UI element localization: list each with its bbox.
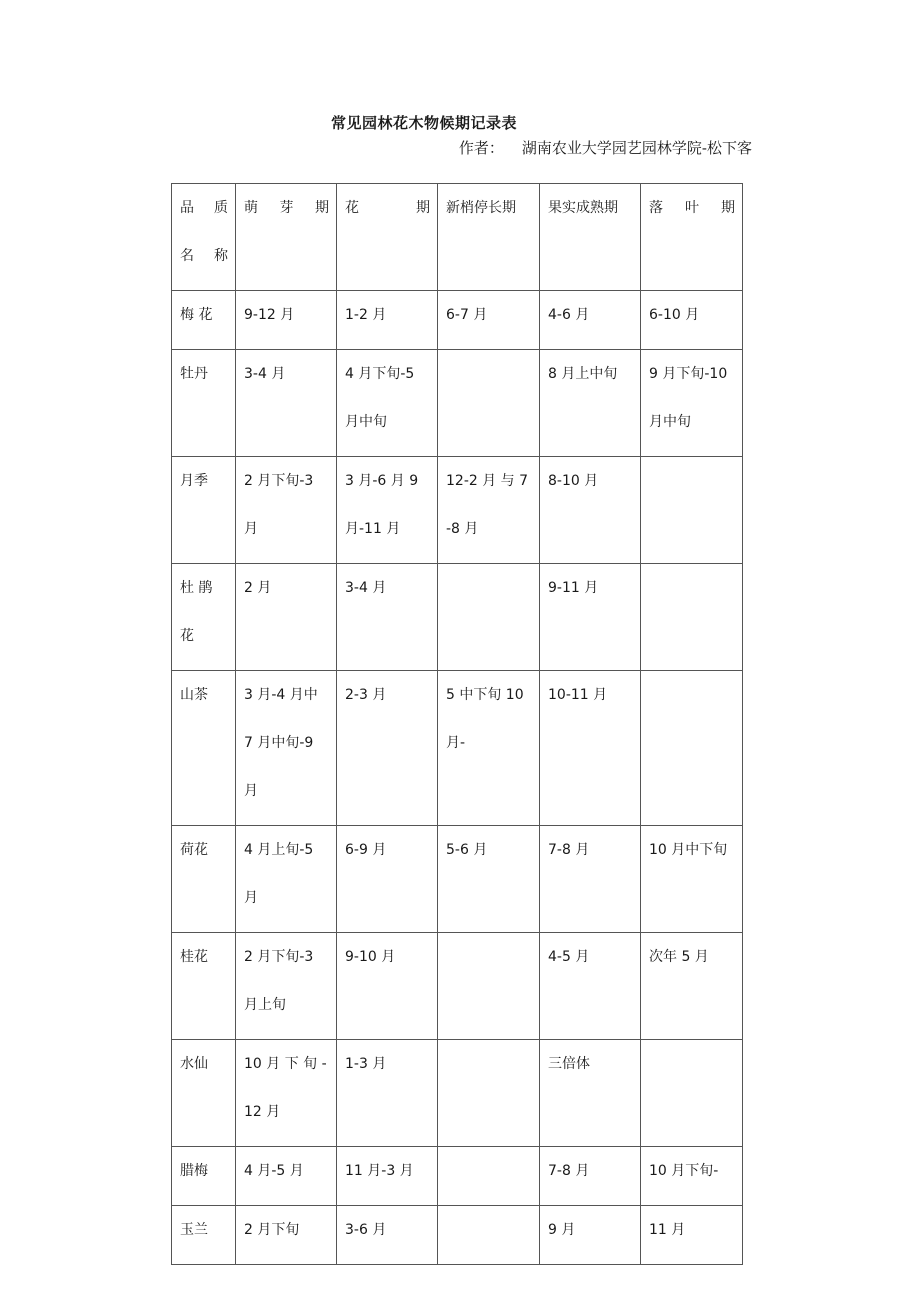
table-cell: 2 月下旬-3 月	[236, 457, 337, 564]
table-cell	[641, 671, 743, 826]
table-cell: 5-6 月	[438, 826, 540, 933]
row-header-cell: 荷花	[172, 826, 236, 933]
table-cell	[641, 457, 743, 564]
table-cell: 2 月下旬	[236, 1206, 337, 1265]
table-cell: 3 月-6 月 9 月-11 月	[337, 457, 438, 564]
author-label: 作者：	[458, 139, 504, 157]
author-name: 湖南农业大学园艺园林学院-松下客	[521, 139, 752, 157]
table-body	[172, 184, 743, 1265]
table-cell	[438, 350, 540, 457]
row-header-cell: 牡丹	[172, 350, 236, 457]
table-cell: 10 月下旬-	[641, 1147, 743, 1206]
row-header-cell: 玉兰	[172, 1206, 236, 1265]
table-row	[172, 933, 743, 1040]
table-cell: 11 月	[641, 1206, 743, 1265]
table-cell: 三倍体	[540, 1040, 641, 1147]
header-cell: 萌 芽 期	[236, 184, 337, 291]
table-cell	[438, 1040, 540, 1147]
table-cell: 7-8 月	[540, 826, 641, 933]
table-row	[172, 1206, 743, 1265]
row-header-cell: 山茶	[172, 671, 236, 826]
table-cell: 8-10 月	[540, 457, 641, 564]
table-cell: 2-3 月	[337, 671, 438, 826]
table-cell: 2 月	[236, 564, 337, 671]
document-title: 常见园林花木物候期记录表	[330, 114, 517, 132]
table-cell: 6-9 月	[337, 826, 438, 933]
row-header-cell: 水仙	[172, 1040, 236, 1147]
table-cell: 4-5 月	[540, 933, 641, 1040]
table-cell: 9-12 月	[236, 291, 337, 350]
table-row	[172, 291, 743, 350]
table-cell: 3-4 月	[236, 350, 337, 457]
table-cell: 次年 5 月	[641, 933, 743, 1040]
table-cell: 2 月下旬-3 月上旬	[236, 933, 337, 1040]
table-cell	[641, 1040, 743, 1147]
table-row	[172, 826, 743, 933]
table-row	[172, 1040, 743, 1147]
table-cell: 3-4 月	[337, 564, 438, 671]
table-cell: 5 中下旬 10 月-	[438, 671, 540, 826]
header-cell: 品 质 名 称	[172, 184, 236, 291]
table-cell: 7-8 月	[540, 1147, 641, 1206]
table-cell: 1-2 月	[337, 291, 438, 350]
table-cell: 12-2 月 与 7-8 月	[438, 457, 540, 564]
row-header-cell: 梅 花	[172, 291, 236, 350]
phenology-table	[171, 183, 743, 1265]
table-cell: 4 月-5 月	[236, 1147, 337, 1206]
header-cell: 花 期	[337, 184, 438, 291]
table-cell	[438, 933, 540, 1040]
table-cell: 8 月上中旬	[540, 350, 641, 457]
header-cell: 落 叶 期	[641, 184, 743, 291]
table-cell	[438, 564, 540, 671]
table-cell: 4-6 月	[540, 291, 641, 350]
table-cell: 3 月-4 月中 7 月中旬-9 月	[236, 671, 337, 826]
table-cell: 10 月 下 旬 -12 月	[236, 1040, 337, 1147]
header-row	[172, 184, 743, 291]
table-cell: 6-7 月	[438, 291, 540, 350]
header-cell: 新梢停长期	[438, 184, 540, 291]
table-cell: 6-10 月	[641, 291, 743, 350]
table-cell: 9-11 月	[540, 564, 641, 671]
table-cell: 4 月上旬-5 月	[236, 826, 337, 933]
table-cell: 10 月中下旬	[641, 826, 743, 933]
table-cell: 4 月下旬-5 月中旬	[337, 350, 438, 457]
table-cell: 11 月-3 月	[337, 1147, 438, 1206]
author-line	[459, 137, 752, 158]
row-header-cell: 月季	[172, 457, 236, 564]
row-header-cell: 腊梅	[172, 1147, 236, 1206]
table-cell: 9-10 月	[337, 933, 438, 1040]
row-header-cell: 杜 鹃 花	[172, 564, 236, 671]
table-cell	[641, 564, 743, 671]
table-cell	[438, 1206, 540, 1265]
table-row	[172, 564, 743, 671]
table-row	[172, 350, 743, 457]
table-row	[172, 457, 743, 564]
header-cell: 果实成熟期	[540, 184, 641, 291]
row-header-cell: 桂花	[172, 933, 236, 1040]
table-cell: 9 月	[540, 1206, 641, 1265]
table-cell: 3-6 月	[337, 1206, 438, 1265]
table-cell	[438, 1147, 540, 1206]
table-row	[172, 1147, 743, 1206]
table-cell: 10-11 月	[540, 671, 641, 826]
table-cell: 9 月下旬-10 月中旬	[641, 350, 743, 457]
table-cell: 1-3 月	[337, 1040, 438, 1147]
table-row	[172, 671, 743, 826]
